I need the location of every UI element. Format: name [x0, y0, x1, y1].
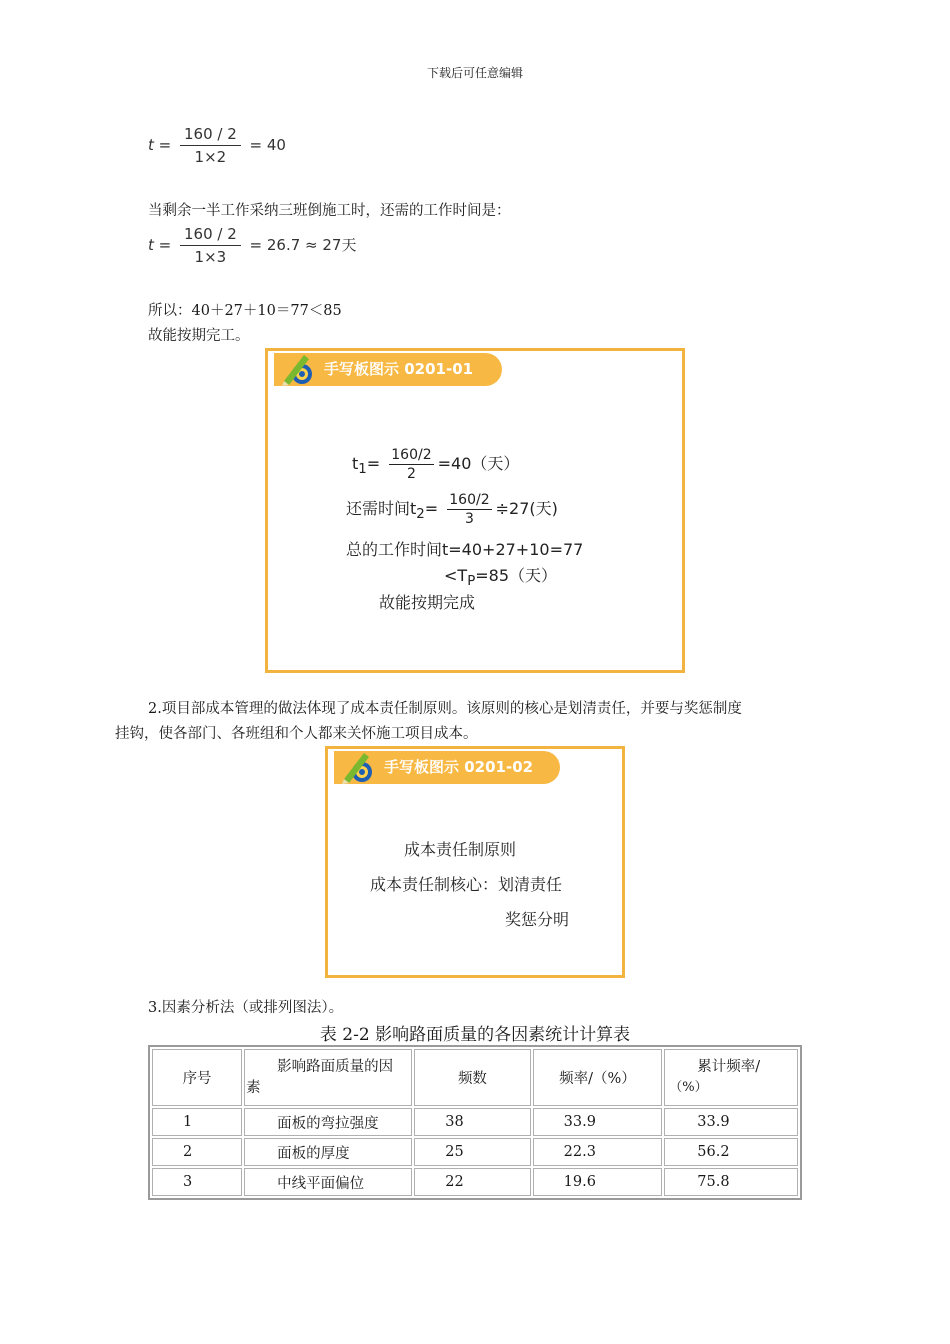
sum-text: 所以：40＋27＋10＝77＜85: [148, 303, 342, 319]
cell-rate: 19.6: [533, 1168, 663, 1196]
board-1-line-4: [444, 563, 557, 589]
cell-no: 1: [152, 1108, 242, 1136]
board-2-title-tab: [334, 751, 560, 784]
board-1-line-1-denominator: 2: [406, 466, 416, 482]
equation-1: t = $\frac{160 / 2}{1\times 2}$ = 40: [148, 125, 286, 166]
board-1-line-1-numerator: 160/2: [391, 447, 432, 463]
paragraph-2-line-2: 挂钩，使各部门、各班组和个人都来关怀施工项目成本。: [115, 726, 478, 742]
equation-2-var: t: [148, 236, 154, 254]
cell-frequency: 22: [414, 1168, 530, 1196]
header-factor: [244, 1049, 412, 1106]
board-2-line-1: 成本责任制原则: [404, 840, 517, 859]
board-1-line-2-eq: =: [424, 499, 439, 518]
board-1-line-2-sub: 2: [416, 507, 425, 523]
cell-factor: 面板的弯拉强度: [244, 1108, 412, 1136]
header-frequency: 频数: [414, 1049, 530, 1106]
table-row: [152, 1108, 798, 1136]
board-1-line-1: [352, 447, 519, 482]
header-no: 序号: [152, 1049, 242, 1106]
board-1-title-tab: [274, 353, 502, 386]
equation-1-result: = 40: [249, 136, 286, 154]
cell-factor: 中线平面偏位: [244, 1168, 412, 1196]
equation-1-denominator: 1×2: [194, 148, 227, 166]
board-1-line-2-label: 还需时间t: [346, 499, 417, 518]
header-factor-line-1: 影响路面质量的因: [277, 1059, 394, 1075]
board-1-line-4-sub: P: [467, 574, 476, 590]
cell-frequency: 25: [414, 1138, 530, 1166]
factor-statistics-table: [148, 1045, 802, 1200]
table-row: [152, 1168, 798, 1196]
header-cumulative-line-1: 累计频率/: [697, 1059, 761, 1075]
board-2-title: 手写板图示 0201-02: [384, 758, 534, 776]
table-row: [152, 1138, 798, 1166]
cell-frequency: 38: [414, 1108, 530, 1136]
paragraph-2-line-1: 2.项目部成本管理的做法体现了成本责任制原则。该原则的核心是划清责任，并要与奖惩制度: [148, 701, 742, 717]
conclusion-text: 故能按期完工。: [148, 328, 250, 344]
board-1-line-3: 总的工作时间t=40+27+10=77: [346, 540, 584, 559]
header-rate: 频率/（%）: [533, 1049, 663, 1106]
board-1-line-1-fraction: [389, 447, 433, 482]
header-cumulative: [664, 1049, 798, 1106]
cell-no: 3: [152, 1168, 242, 1196]
cell-factor: 面板的厚度: [244, 1138, 412, 1166]
equation-1-numerator: 160 / 2: [180, 125, 241, 146]
equation-2-numerator: 160 / 2: [180, 225, 241, 246]
board-1-line-2-fraction: [447, 492, 491, 527]
board-1-title: 手写板图示 0201-01: [324, 360, 474, 378]
cell-rate: 33.9: [533, 1108, 663, 1136]
page-header: 下载后可任意编辑: [426, 66, 523, 80]
table-caption: 表 2-2 影响路面质量的各因素统计计算表: [319, 1025, 631, 1045]
equation-2-fraction: [180, 225, 241, 266]
board-1-line-1-result: =40（天）: [437, 454, 520, 473]
equation-2-denominator: 1×3: [194, 248, 227, 266]
equation-1-var: t: [148, 136, 154, 154]
board-1-line-2-numerator: 160/2: [449, 492, 490, 508]
cell-no: 2: [152, 1138, 242, 1166]
pen-icon: [278, 351, 318, 387]
equation-2: t = $\frac{160 / 2}{1\times 3}$ = 26.7 ≈ 27天: [148, 225, 357, 266]
board-1-line-4-result: =85（天）: [475, 566, 558, 585]
handwriting-board-1: [265, 348, 685, 673]
board-1-line-4-label: <T: [444, 566, 468, 585]
board-1-line-2: [346, 492, 558, 527]
board-1-line-2-denominator: 3: [464, 511, 474, 527]
cell-cumulative: 56.2: [664, 1138, 798, 1166]
board-1-line-1-eq: =: [366, 454, 381, 473]
board-1-line-5: 故能按期完成: [379, 593, 476, 612]
paragraph-3: 3.因素分析法（或排列图法）。: [148, 1000, 344, 1016]
board-1-line-2-result: ≑27(天): [495, 499, 558, 518]
header-factor-line-2: 素: [246, 1080, 261, 1096]
table-header-row: [152, 1049, 798, 1106]
header-cumulative-line-2: （%）: [669, 1080, 708, 1095]
pen-icon: [338, 749, 378, 785]
remaining-work-text: 当剩余一半工作采纳三班倒施工时，还需的工作时间是：: [148, 203, 511, 219]
cell-cumulative: 33.9: [664, 1108, 798, 1136]
equation-2-result: = 26.7 ≈ 27天: [249, 236, 357, 254]
board-2-line-3: 奖惩分明: [505, 910, 570, 929]
equation-1-fraction: [180, 125, 241, 166]
cell-cumulative: 75.8: [664, 1168, 798, 1196]
board-1-line-1-sub: 1: [358, 462, 367, 478]
handwriting-board-2: [325, 746, 625, 978]
board-1-line-1-var: t: [352, 454, 359, 473]
board-2-line-2: 成本责任制核心：划清责任: [370, 875, 563, 894]
cell-rate: 22.3: [533, 1138, 663, 1166]
